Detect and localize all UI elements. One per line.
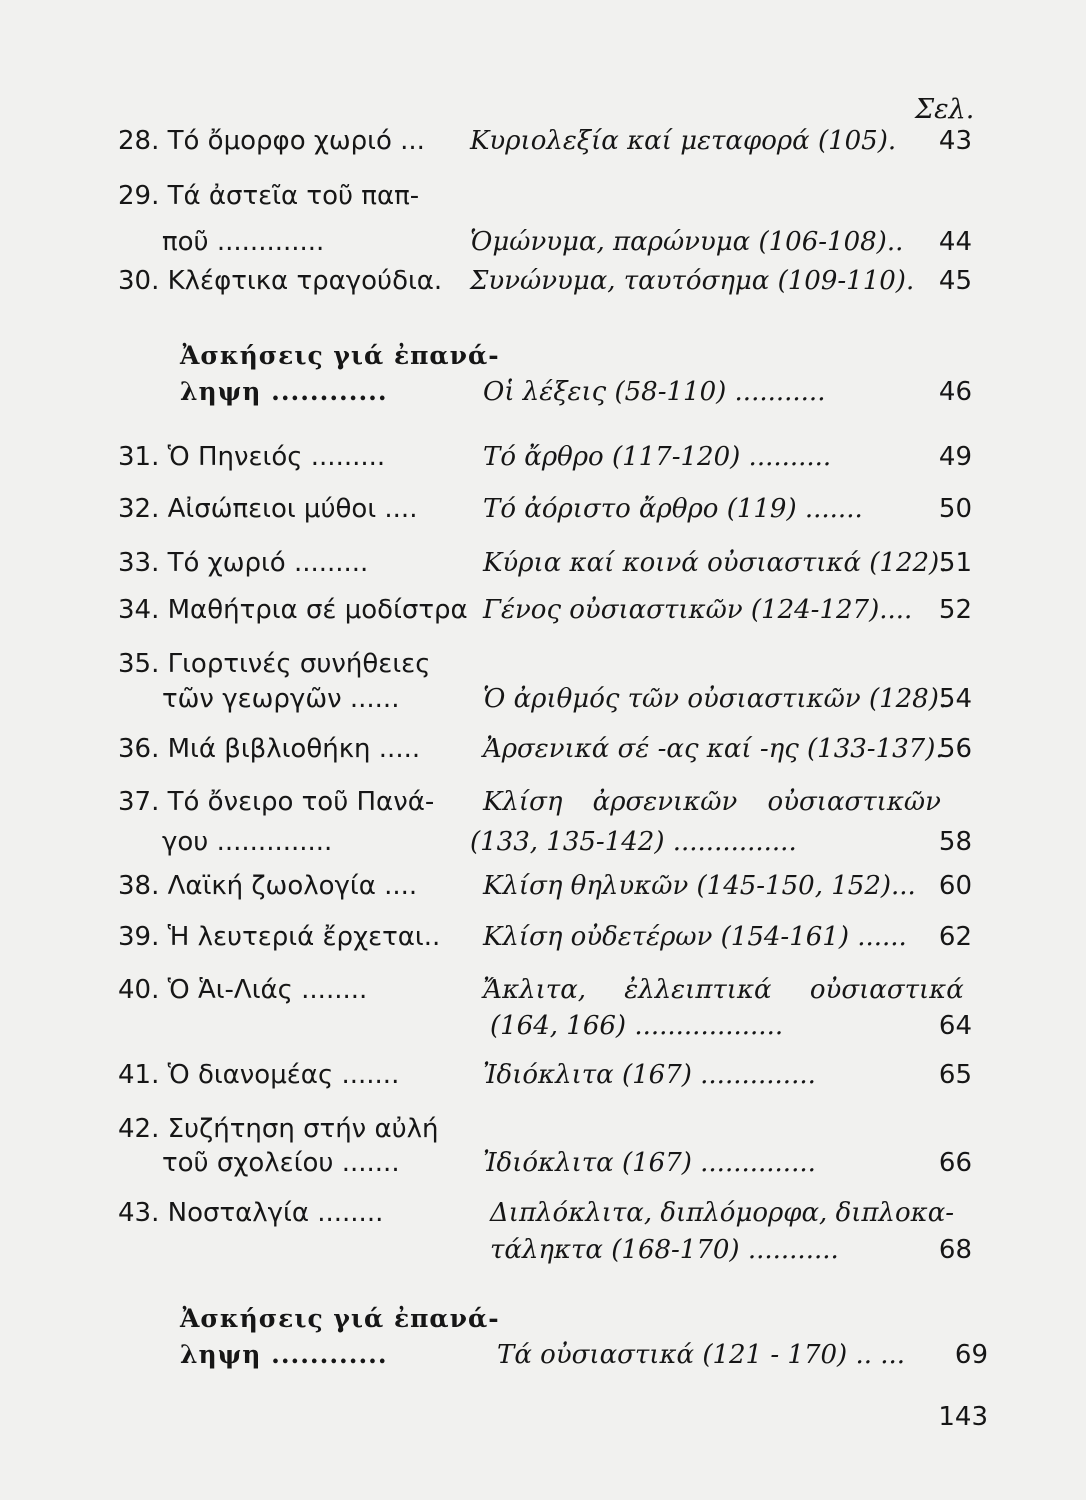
entry-topic-line2: (164, 166) .................. [490,1011,784,1041]
entry-page: 51 [938,548,972,578]
entry-title: 31. Ὁ Πηνειός ......... [118,442,386,472]
entry-topic: Κλίση οὐδετέρων (154-161) ...... [483,922,907,952]
review-page: 69 [954,1340,988,1370]
column-header: Σελ. [915,94,975,125]
entry-title-line2: γου .............. [162,827,333,857]
entry-page: 65 [938,1060,972,1090]
entry-page: 52 [938,595,972,625]
entry-title-line1: 37. Τό ὄνειρο τοῦ Πανά- [118,787,435,817]
entry-topic: Τό ἀόριστο ἄρθρο (119) ....... [483,494,863,524]
entry-topic: Κύρια καί κοινά οὐσιαστικά (122). [483,548,948,578]
entry-topic: Τό ἄρθρο (117-120) .......... [483,442,832,472]
review-title-line1: Ἀσκήσεις γιά ἐπανά- [180,341,500,370]
review-title-line2: ληψη ............ [180,377,388,406]
entry-title-line1: 35. Γιορτινές συνήθειες [118,649,431,679]
entry-topic: Κλίση θηλυκῶν (145-150, 152)... [483,871,916,901]
entry-topic: Ἰδιόκλιτα (167) .............. [483,1060,816,1090]
entry-topic: Συνώνυμα, ταυτόσημα (109-110). [470,266,915,296]
entry-topic-line1: Διπλόκλιτα, διπλόμορφα, διπλοκα- [490,1198,955,1228]
entry-topic: Γένος οὐσιαστικῶν (124-127).... [483,595,913,625]
entry-page: 43 [938,126,972,156]
entry-page: 68 [938,1235,972,1265]
entry-topic: Κυριολεξία καί μεταφορά (105). [470,126,897,156]
entry-page: 60 [938,871,972,901]
entry-page: 56 [938,734,972,764]
entry-title: 28. Τό ὄμορφο χωριό ... [118,126,425,156]
entry-title-line1: 42. Συζήτηση στήν αὐλή [118,1114,439,1144]
entry-page: 54 [938,684,972,714]
entry-page: 45 [938,266,972,296]
entry-topic-line2: (133, 135-142) ............... [470,827,797,857]
entry-page: 50 [938,494,972,524]
review-topic: Τά οὐσιαστικά (121 - 170) .. ... [497,1340,906,1370]
entry-page: 44 [938,227,972,257]
entry-page: 58 [938,827,972,857]
entry-page: 49 [938,442,972,472]
entry-topic: Ὁμώνυμα, παρώνυμα (106-108).. [470,227,904,257]
entry-title-line2: τοῦ σχολείου ....... [162,1148,400,1178]
entry-title: 41. Ὁ διανομέας ....... [118,1060,400,1090]
entry-title: 36. Μιά βιβλιοθήκη ..... [118,734,421,764]
entry-title: 39. Ἡ λευτεριά ἔρχεται.. [118,922,441,952]
entry-topic-line1: Ἄκλιτα, ἐλλειπτικά οὐσιαστικά [483,975,964,1005]
entry-title-line2: τῶν γεωργῶν ...... [162,684,400,714]
entry-title: 32. Αἰσώπειοι μύθοι .... [118,494,418,524]
entry-title-line2: ποῦ ............. [162,227,325,257]
entry-title: 40. Ὁ Ἁι-Λιάς ........ [118,975,368,1005]
entry-page: 66 [938,1148,972,1178]
entry-title-line1: 29. Τά ἀστεῖα τοῦ παπ- [118,181,420,211]
review-topic: Οἱ λέξεις (58-110) ........... [483,377,826,407]
entry-title: 33. Τό χωριό ......... [118,548,369,578]
entry-topic: Ὁ ἀριθμός τῶν οὐσιαστικῶν (128). [483,684,948,714]
entry-page: 64 [938,1011,972,1041]
entry-title: 43. Νοσταλγία ........ [118,1198,384,1228]
entry-topic: Ἀρσενικά σέ -ας καί -ης (133-137). [483,734,944,764]
page-number: 143 [938,1402,988,1432]
review-title-line1: Ἀσκήσεις γιά ἐπανά- [180,1304,500,1333]
entry-page: 62 [938,922,972,952]
entry-topic-line1: Κλίση ἀρσενικῶν οὐσιαστικῶν [483,787,941,817]
entry-topic-line2: τάληκτα (168-170) ........... [490,1235,839,1265]
entry-title: 30. Κλέφτικα τραγούδια. [118,266,443,296]
review-page: 46 [938,377,972,407]
entry-topic: Ἰδιόκλιτα (167) .............. [483,1148,816,1178]
review-title-line2: ληψη ............ [180,1340,388,1369]
entry-title: 34. Μαθήτρια σέ μοδίστρα [118,595,468,625]
entry-title: 38. Λαϊκή ζωολογία .... [118,871,418,901]
